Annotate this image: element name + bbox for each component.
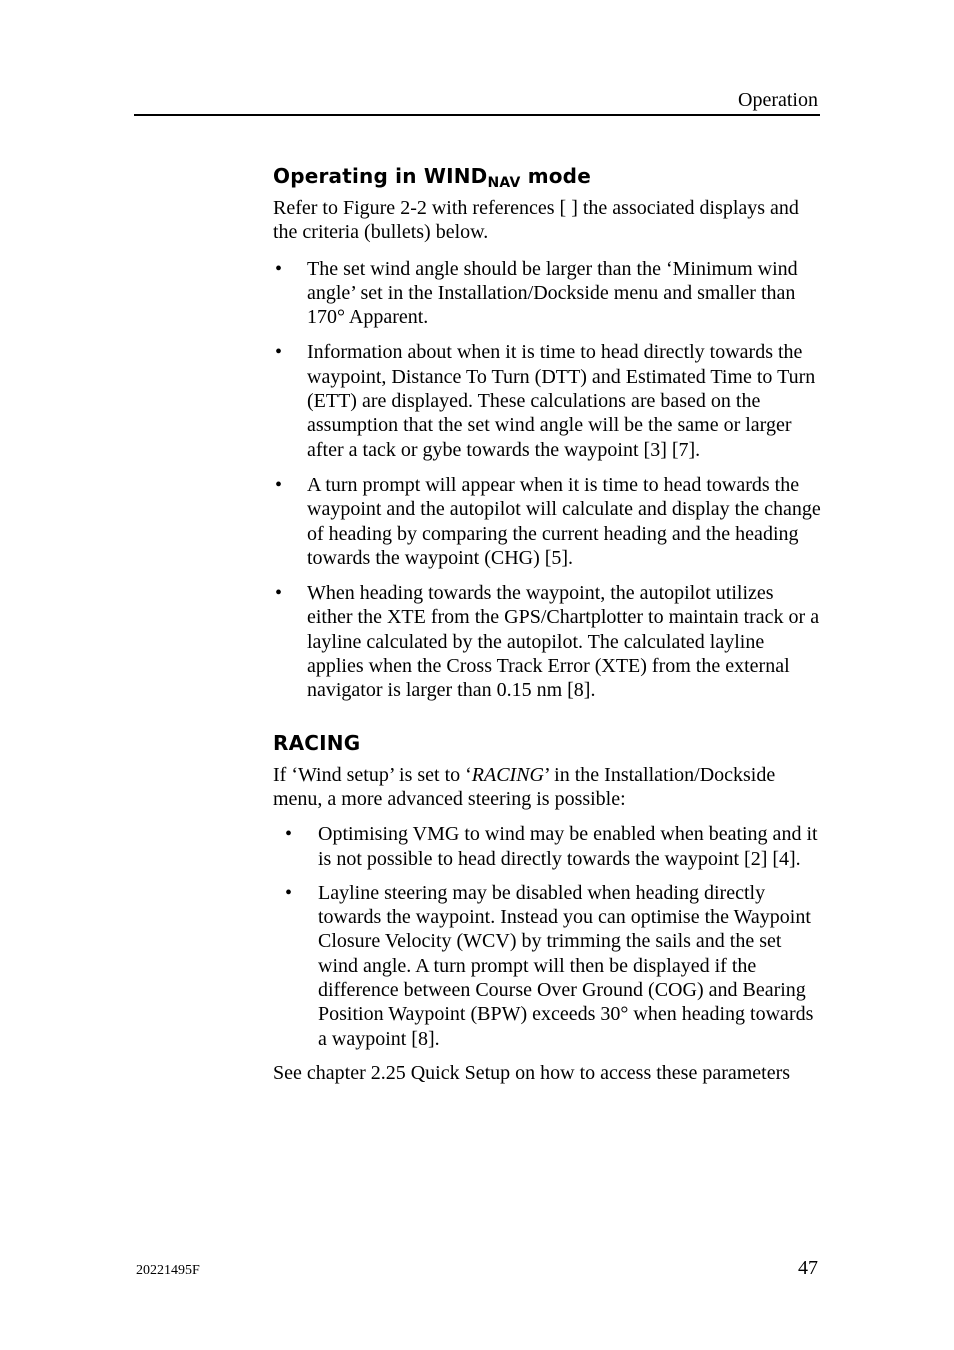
bullet-icon: •	[275, 257, 283, 280]
closing-paragraph: See chapter 2.25 Quick Setup on how to access these parameters	[273, 1061, 791, 1084]
running-header: Operation	[738, 89, 818, 111]
list-item	[273, 257, 821, 330]
list-item-text: Layline steering may be disabled when heading directly towards the waypoint. Instead you can optimise the Waypoint Closure Velocity (WCV) by trimming the sails and the set wind angle. A turn prompt will then be displayed if the difference between Course Over Ground (COG) and Bearing Position Waypoint (BPW) exceeds 30° when heading towards a waypoint [8].	[318, 881, 814, 1050]
section-heading-racing: RACING	[273, 730, 361, 755]
document-code: 20221495F	[136, 1263, 200, 1278]
racing-intro-start: If ‘Wind setup’ is set to ‘	[273, 763, 472, 786]
bullet-icon: •	[285, 823, 293, 846]
bullet-icon: •	[275, 582, 283, 605]
racing-intro-paragraph	[273, 763, 821, 812]
list-item-text: A turn prompt will appear when it is time to head towards the waypoint and the autopilot will calculate and display the change of heading by comparing the current heading and the heading towards the waypoint (CHG) [5].	[307, 473, 821, 569]
header-rule	[134, 114, 820, 116]
racing-italic-term: RACING	[471, 763, 544, 786]
racing-intro-end: ’ in the Installation/Dockside menu, a more advanced steering is possible:	[273, 763, 776, 810]
list-item	[273, 822, 821, 871]
racing-list	[273, 822, 821, 1051]
list-item	[273, 881, 821, 1051]
list-item-text: Optimising VMG to wind may be enabled when beating and it is not possible to head directly towards the waypoint [2] [4].	[318, 823, 818, 870]
bullet-icon: •	[285, 881, 293, 904]
heading-subscript: NAV	[487, 175, 521, 191]
bullet-icon: •	[275, 473, 283, 496]
criteria-list	[273, 257, 821, 703]
list-item-text: When heading towards the waypoint, the autopilot utilizes either the XTE from the GPS/Chartplotter to maintain track or a layline calculated by the autopilot. The calculated layline applies when the Cross Track Error (XTE) from the external navigator is larger than 0.15 nm [8].	[307, 582, 820, 702]
heading-end: mode	[520, 164, 591, 188]
heading-main: Operating in WIND	[273, 164, 488, 188]
list-item	[273, 473, 821, 570]
intro-paragraph: Refer to Figure 2-2 with references [ ] the associated displays and the criteria (bullets) below.	[273, 197, 799, 244]
list-item-text: The set wind angle should be larger than the ‘Minimum wind angle’ set in the Installation/Dockside menu and smaller than 170° Apparent.	[307, 257, 798, 329]
section-heading-windnav	[273, 162, 821, 190]
page-number: 47	[798, 1257, 818, 1279]
list-item-text: Information about when it is time to head directly towards the waypoint, Distance To Turn (DTT) and Estimated Time to Turn (ETT) are displayed. These calculations are based on the assumption that the set wind angle will be the same or larger after a tack or gybe towards the waypoint [3] [7].	[307, 341, 816, 461]
list-item	[273, 581, 821, 702]
bullet-icon: •	[275, 341, 283, 364]
page-content	[273, 162, 821, 1085]
list-item	[273, 340, 821, 461]
